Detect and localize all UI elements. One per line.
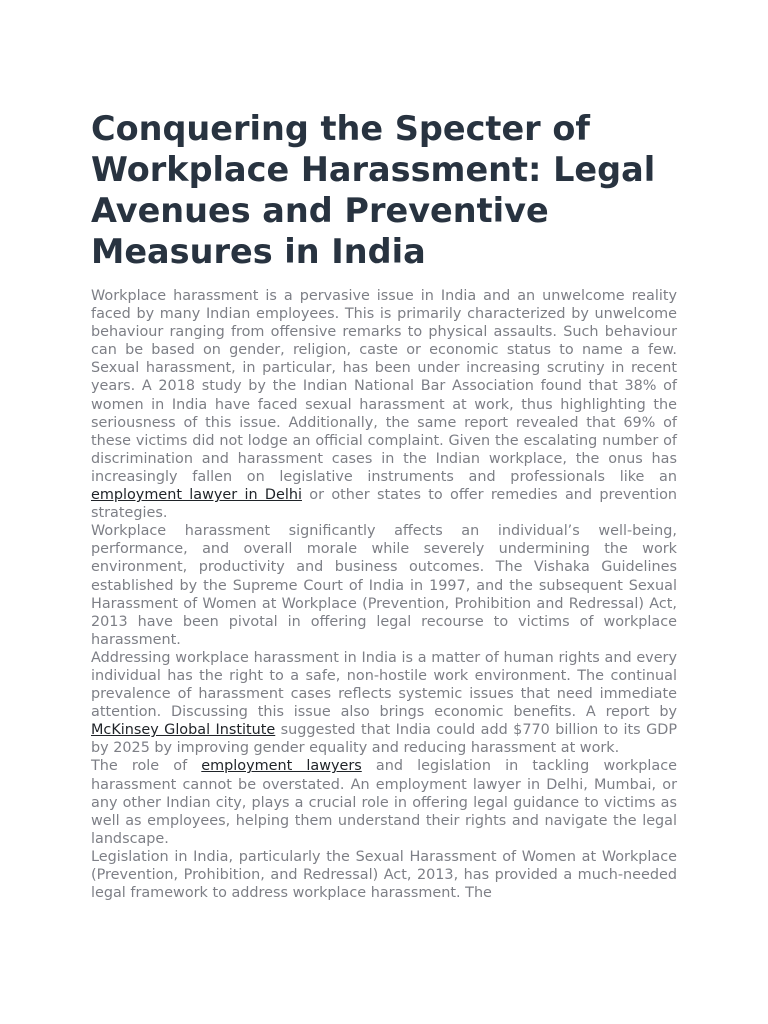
paragraph-4-text-after: and legislation in tackling workplace harassment cannot be overstated. An employment lawyer in Delhi, Mumbai, or any other Indian city, plays a crucial role in offering legal guidance to victims as well as employees, helping them understand their rights and navigate the legal landscape. bbox=[91, 758, 677, 847]
employment-lawyers-link[interactable]: employment lawyers bbox=[201, 758, 362, 775]
paragraph-4 bbox=[91, 757, 677, 847]
paragraph-1-text-before: Workplace harassment is a pervasive issue in India and an unwelcome reality faced by many Indian employees. This is primarily characterized by unwelcome behaviour ranging from offensive remarks to physical assaults. Such behaviour can be based on gender, religion, caste or economic status to name a few. Sexual harassment, in particular, has been under increasing scrutiny in recent years. A 2018 study by the Indian National Bar Association found that 38% of women in India have faced sexual harassment at work, thus highlighting the seriousness of this issue. Additionally, the same report revealed that 69% of these victims did not lodge an official complaint. Given the escalating number of discrimination and harassment cases in the Indian workplace, the onus has increasingly fallen on legislative instruments and professionals like an bbox=[91, 288, 677, 485]
paragraph-3 bbox=[91, 649, 677, 758]
paragraph-2 bbox=[91, 522, 677, 649]
article-title: Conquering the Specter of Workplace Harassment: Legal Avenues and Preventive Measures in India bbox=[91, 109, 656, 271]
employment-lawyer-delhi-link[interactable]: employment lawyer in Delhi bbox=[91, 487, 302, 504]
paragraph-5 bbox=[91, 848, 677, 902]
paragraph-4-text-before: The role of bbox=[91, 758, 202, 775]
article bbox=[91, 108, 677, 902]
paragraph-1 bbox=[91, 287, 677, 522]
paragraph-3-text-before: Addressing workplace harassment in India is a matter of human rights and every individual has the right to a safe, non-hostile work environment. The continual prevalence of harassment cases reflects systemic issues that need immediate attention. Discussing this issue also brings economic benefits. A report by bbox=[91, 649, 677, 721]
paragraph-5-text: Legislation in India, particularly the Sexual Harassment of Women at Workplace (Prevention, Prohibition, and Redressal) Act, 2013, has provided a much-needed legal framework to address workplace harassment. The bbox=[91, 848, 677, 902]
paragraph-2-text: Workplace harassment significantly affects an individual’s well-being, performance, and overall morale while severely undermining the work environment, productivity and business outcomes. The Vishaka Guidelines established by the Supreme Court of India in 1997, and the subsequent Sexual Harassment of Women at Workplace (Prevention, Prohibition and Redressal) Act, 2013 have been pivotal in offering legal recourse to victims of workplace harassment. bbox=[91, 523, 677, 648]
paragraph-1-text-after: or other states to offer remedies and prevention strategies. bbox=[91, 487, 677, 522]
mckinsey-global-institute-link[interactable]: McKinsey Global Institute bbox=[91, 722, 276, 739]
paragraph-3-text-after: suggested that India could add $770 billion to its GDP by 2025 by improving gender equality and reducing harassment at work. bbox=[91, 722, 677, 757]
